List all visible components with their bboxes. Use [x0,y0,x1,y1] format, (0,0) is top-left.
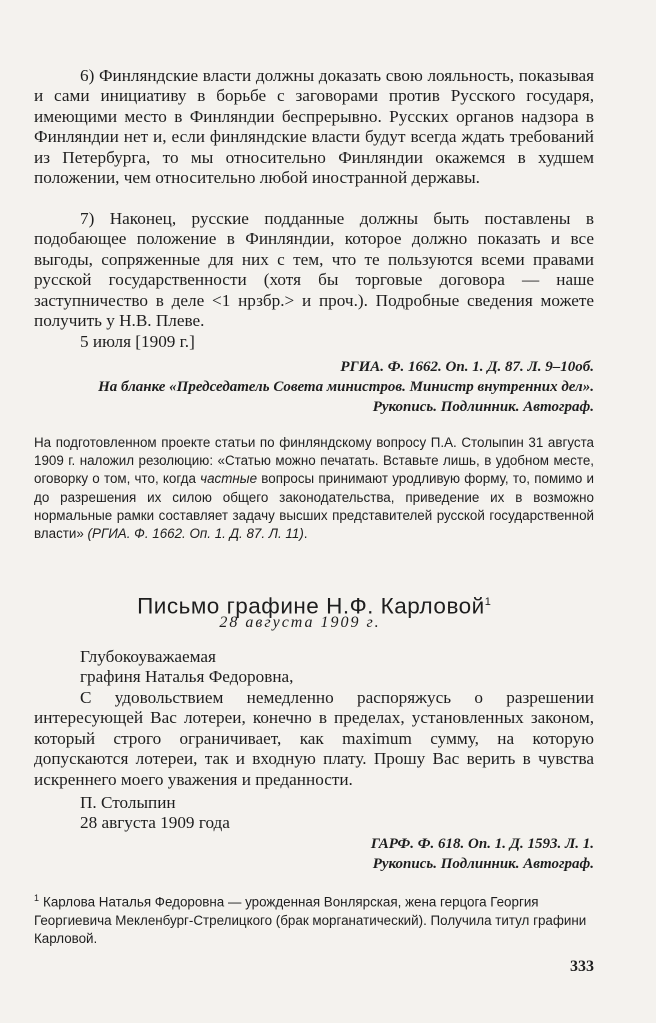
greeting-line-2: графиня Наталья Федоровна, [80,667,294,686]
letter-date: 5 июля [1909 г.] [80,332,195,351]
footnote-text: Карлова Наталья Федоровна — урожденная Вонлярская, жена герцога Георгия Георгиевича Мекленбург-Стрелицкого (брак морганатический). Получила титул графини Карловой. [34,894,587,946]
editor-note [34,434,594,543]
greeting-line-1: Глубокоуважаемая [80,647,216,666]
letter-manuscript-note: Рукопись. Подлинник. Автограф. [372,856,594,872]
editor-note-citation: (РГИА. Ф. 1662. Оп. 1. Д. 87. Л. 11) [87,526,304,542]
editor-note-text-after: вопросы принимают уродливую форму, то, помимо и до разрешения их силою общего законодательства, приведение их в возможно нормальные рамки составляет задачу высших представителей русской государственной власти» [34,471,594,542]
letter-title: Письмо графине Н.Ф. Карловой [137,593,485,619]
footnote-mark: 1 [34,893,40,903]
paragraph-6: 6) Финляндские власти должны доказать свою лояльность, показывая и сами инициативу в борьбе с заговорами против Русского государя, имеющими место в Финляндии беспрерывно. Русских органов надзора в Финляндии нет и, если финляндские власти будут всегда ждать требований из Петербурга, то мы относительно Финляндии окажемся в худшем положении, чем относительно любой иностранной державы. [34,66,594,188]
editor-note-text-before: На подготовленном проекте статьи по финляндскому вопросу П.А. Столыпин 31 августа 1909 г. наложил резолюцию: «Статью можно печатать. Вставьте лишь, в удобном месте, оговорку о том, что, когда [34,435,594,487]
footnote-reference: 1 [484,596,491,608]
signature: П. Столыпин [80,793,176,812]
letter-date-subtitle: 28 августа 1909 г. [219,614,381,631]
archive-reference: РГИА. Ф. 1662. Оп. 1. Д. 87. Л. 9–10об. [340,359,594,375]
page-number: 333 [570,958,594,975]
editor-note-emphasis: частные [200,471,258,487]
editor-note-end: . [303,526,308,542]
letter-archive-reference: ГАРФ. Ф. 618. Оп. 1. Д. 1593. Л. 1. [370,836,594,852]
manuscript-note: Рукопись. Подлинник. Автограф. [372,399,594,415]
footnote [34,889,594,948]
letter-body: С удовольствием немедленно распоряжусь о разрешении интересующей Вас лотереи, конечно в пределах, установленных законом, который строго ограничивает, как maximum сумму, на которую допускаются лотереи, так и входную плату. Прошу Вас верить в чувства искреннего моего уважения и преданности. [34,688,594,789]
paragraph-7: 7) Наконец, русские подданные должны быть поставлены в подобающее положение в Финляндии, которое должно показать и все выгоды, сопряженные для них с тем, что те пользуются всеми правами русской государственности (хотя бы торговые договора — наше заступничество в деле <1 нрзбр.> и проч.). Подробные сведения можете получить у Н.В. Плеве. [34,209,594,331]
blank-note: На бланке «Председатель Совета министров. Министр внутренних дел». [98,379,594,395]
signature-date: 28 августа 1909 года [80,813,230,832]
